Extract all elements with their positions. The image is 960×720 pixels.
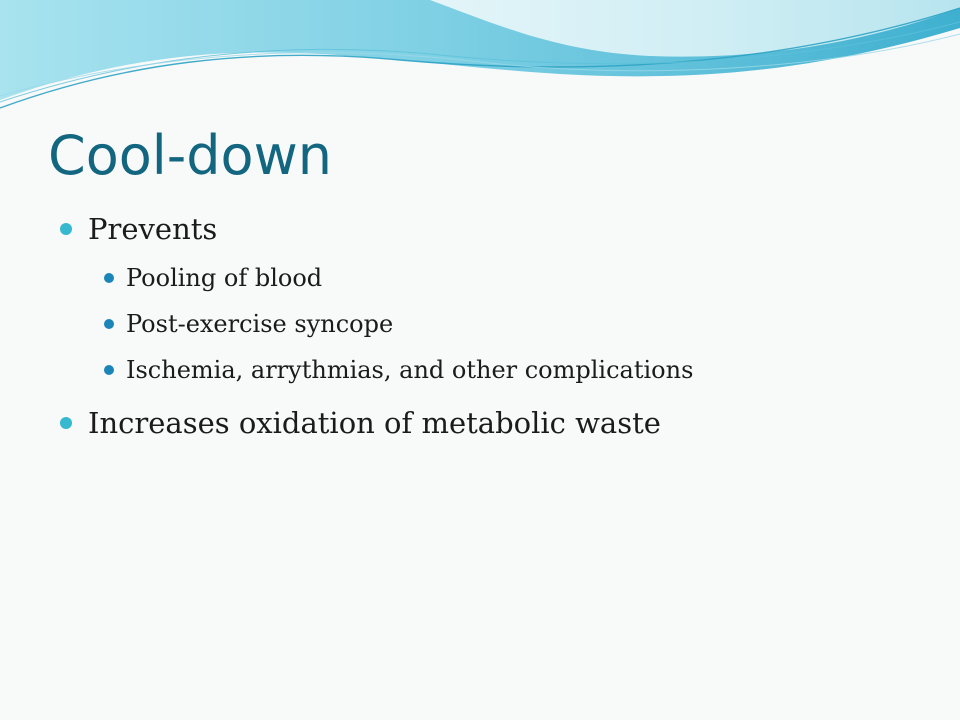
sub-bullet-list xyxy=(60,255,920,393)
sub-bullet-syncope-text: Post-exercise syncope xyxy=(126,310,394,338)
bullet-prevents-text: Prevents xyxy=(88,212,218,246)
sub-bullet-syncope xyxy=(60,301,920,347)
sub-bullet-pooling-text: Pooling of blood xyxy=(126,264,323,292)
sub-bullet-ischemia xyxy=(60,347,920,393)
bullet-oxidation-text: Increases oxidation of metabolic waste xyxy=(88,406,661,440)
bullet-list xyxy=(60,205,920,447)
bullet-prevents xyxy=(60,205,920,253)
slide-content xyxy=(60,205,920,447)
bullet-oxidation xyxy=(60,399,920,447)
slide-title: Cool-down xyxy=(48,124,332,187)
header-wave-decoration xyxy=(0,0,960,120)
sub-bullet-pooling xyxy=(60,255,920,301)
sub-bullet-ischemia-text: Ischemia, arrythmias, and other complications xyxy=(126,356,694,384)
